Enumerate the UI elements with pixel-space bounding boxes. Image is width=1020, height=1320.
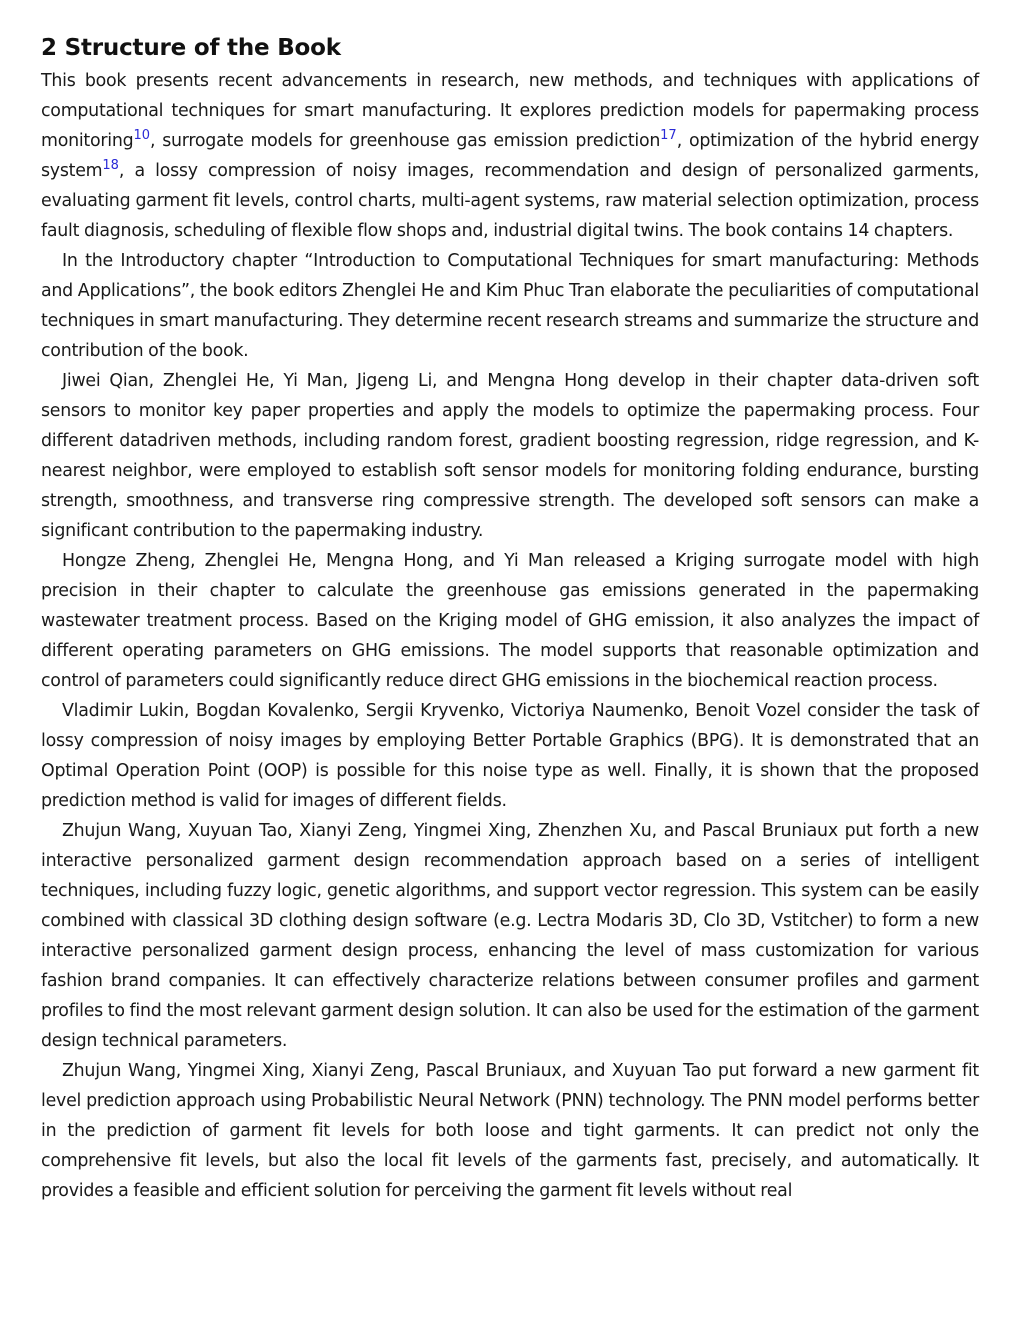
citation-link[interactable]: 17 [660, 128, 677, 143]
paragraph-garment-fit: Zhujun Wang, Yingmei Xing, Xianyi Zeng, Pascal Bruniaux, and Xuyuan Tao put forward a new garment fit level prediction approach using Probabilistic Neural Network (PNN) technology. The PNN model performs better in the prediction of garment fit levels for both loose and tight garments. It can predict not only the comprehensive fit levels, but also the local fit levels of the garments fast, precisely, and automatically. It provides a feasible and efficient solution for perceiving the garment fit levels without real [41, 1061, 979, 1201]
paragraph-lossy-compression: Vladimir Lukin, Bogdan Kovalenko, Sergii Kryvenko, Victoriya Naumenko, Benoit Vozel consider the task of lossy compression of noisy images by employing Better Portable Graphics (BPG). It is demonstrated that an Optimal Operation Point (OOP) is possible for this noise type as well. Finally, it is shown that the proposed prediction method is valid for images of different fields. [41, 701, 979, 811]
paragraph-kriging: Hongze Zheng, Zhenglei He, Mengna Hong, and Yi Man released a Kriging surrogate model with high precision in their chapter to calculate the greenhouse gas emissions generated in the papermaking wastewater treatment process. Based on the Kriging model of GHG emission, it also analyzes the impact of different operating parameters on GHG emissions. The model supports that reasonable optimization and control of parameters could significantly reduce direct GHG emissions in the biochemical reaction process. [41, 551, 979, 691]
document-page [41, 30, 979, 1206]
paragraph-overview [41, 66, 979, 246]
paragraph-soft-sensors: Jiwei Qian, Zhenglei He, Yi Man, Jigeng Li, and Mengna Hong develop in their chapter data-driven soft sensors to monitor key paper properties and apply the models to optimize the papermaking process. Four different datadriven methods, including random forest, gradient boosting regression, ridge regression, and K-nearest neighbor, were employed to establish soft sensor models for monitoring folding endurance, bursting strength, smoothness, and transverse ring compressive strength. The developed soft sensors can make a significant contribution to the papermaking industry. [41, 371, 979, 541]
paragraph-introduction: In the Introductory chapter “Introduction to Computational Techniques for smart manufacturing: Methods and Applications”, the book editors Zhenglei He and Kim Phuc Tran elaborate the peculiarities of computational techniques in smart manufacturing. They determine recent research streams and summarize the structure and contribution of the book. [41, 251, 979, 361]
citation-link[interactable]: 18 [102, 158, 119, 173]
citation-link[interactable]: 10 [133, 128, 150, 143]
section-heading: 2 Structure of the Book [41, 35, 341, 61]
paragraph-text: , optimization of the hybrid energy system [41, 131, 979, 181]
paragraph-text: , a lossy compression of noisy images, recommendation and design of personalized garments, evaluating garment fit levels, control charts, multi-agent systems, raw material selection optimization, process fault diagnosis, scheduling of flexible flow shops and, industrial digital twins. The book contains 14 chapters. [41, 161, 979, 241]
paragraph-garment-design: Zhujun Wang, Xuyuan Tao, Xianyi Zeng, Yingmei Xing, Zhenzhen Xu, and Pascal Bruniaux put forth a new interactive personalized garment design recommendation approach based on a series of intelligent techniques, including fuzzy logic, genetic algorithms, and support vector regression. This system can be easily combined with classical 3D clothing design software (e.g. Lectra Modaris 3D, Clo 3D, Vstitcher) to form a new interactive personalized garment design process, enhancing the level of mass customization for various fashion brand companies. It can effectively characterize relations between consumer profiles and garment profiles to find the most relevant garment design solution. It can also be used for the estimation of the garment design technical parameters. [41, 821, 979, 1051]
paragraph-text: This book presents recent advancements in research, new methods, and techniques with applications of computational techniques for smart manufacturing. It explores prediction models for papermaking process monitoring [41, 71, 979, 151]
paragraph-text: , surrogate models for greenhouse gas emission prediction [149, 131, 661, 151]
